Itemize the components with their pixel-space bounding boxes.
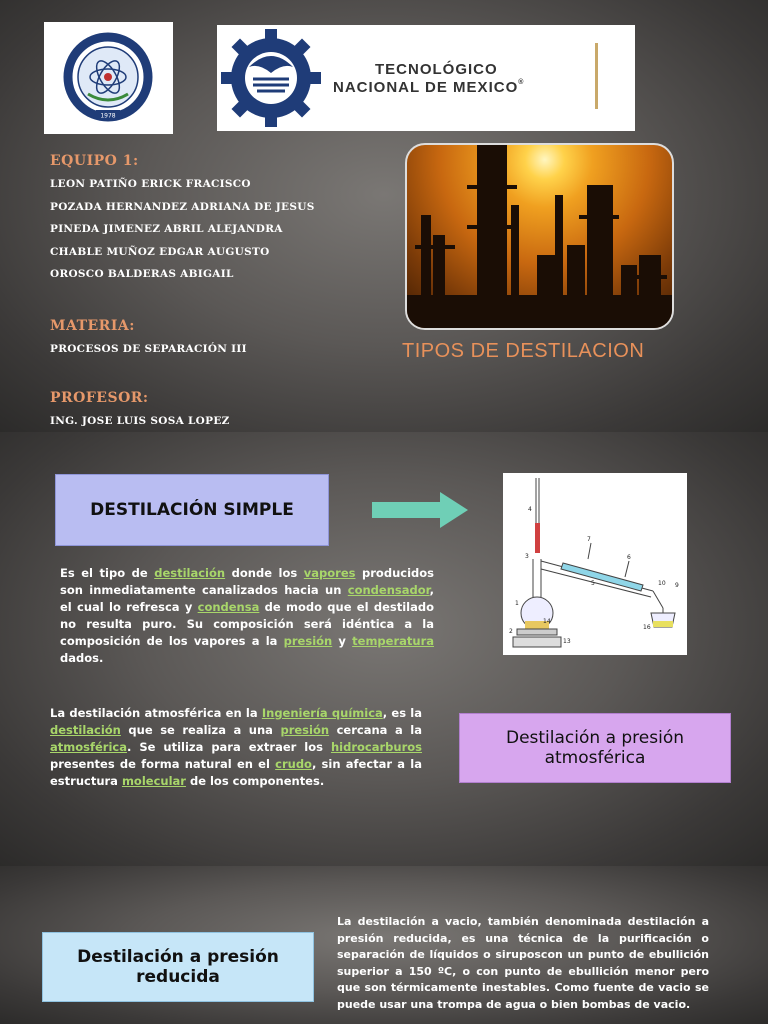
reduced-pressure-title: Destilación a presión reducida bbox=[77, 947, 279, 987]
link-crudo[interactable]: crudo bbox=[275, 757, 312, 771]
reduced-pressure-text: La destilación a vacio, también denominada destilación a presión reducida, es una técnica de la purificación o separación de líquidos o siruposcon un punto de ebullición superior a 150 ºC, o con punto de ebullición menor pero que son térmicamente inestables. Como fuente de vacio se puede usar una trompa de agua o bien bombas de vacio. bbox=[337, 915, 709, 1011]
diagram-label: 9 bbox=[675, 582, 679, 589]
text-run: de los componentes. bbox=[185, 774, 325, 788]
team-label: EQUIPO 1: bbox=[50, 153, 139, 169]
diagram-label: 1 bbox=[515, 600, 519, 607]
simple-distillation-title-box bbox=[55, 474, 329, 546]
title-slide bbox=[0, 0, 768, 432]
right-arrow-icon bbox=[372, 492, 468, 528]
link-destilacion[interactable]: destilación bbox=[50, 723, 121, 737]
institute-logo bbox=[44, 22, 173, 134]
link-temperatura[interactable]: temperatura bbox=[352, 634, 434, 648]
link-presion[interactable]: presión bbox=[283, 634, 333, 648]
diagram-label: 14 bbox=[543, 618, 551, 625]
teacher-value: ING. JOSE LUIS SOSA LOPEZ bbox=[50, 415, 230, 427]
simple-distillation-title: DESTILACIÓN SIMPLE bbox=[90, 500, 294, 520]
course-value: PROCESOS DE SEPARACIÓN III bbox=[50, 343, 247, 355]
diagram-label: 13 bbox=[563, 638, 571, 645]
text-run: , el cual lo refresca y bbox=[60, 583, 434, 614]
text-run: La destilación atmosférica en la bbox=[50, 706, 262, 720]
link-ingenieria-quimica[interactable]: Ingeniería química bbox=[261, 706, 383, 720]
team-member: PINEDA JIMENEZ ABRIL ALEJANDRA bbox=[50, 223, 283, 235]
atmospheric-distillation-title: Destilación a presión atmosférica bbox=[505, 728, 685, 768]
link-destilacion[interactable]: destilación bbox=[154, 566, 226, 580]
link-hidrocarburos[interactable]: hidrocarburos bbox=[330, 740, 422, 754]
diagram-label: 6 bbox=[627, 554, 631, 561]
simple-distillation-slide bbox=[0, 432, 768, 866]
gear-eagle-icon bbox=[219, 27, 324, 129]
reduced-pressure-title-box bbox=[42, 932, 314, 1002]
text-run: presentes de forma natural en el bbox=[50, 757, 276, 771]
main-title: TIPOS DE DESTILACION bbox=[402, 340, 645, 362]
diagram-label: 7 bbox=[587, 536, 591, 543]
refinery-sunset-image bbox=[405, 143, 674, 330]
institute-seal-icon bbox=[44, 22, 173, 134]
brand-divider bbox=[595, 43, 598, 109]
text-run: donde los bbox=[225, 566, 304, 580]
link-molecular[interactable]: molecular bbox=[121, 774, 186, 788]
team-member: POZADA HERNANDEZ ADRIANA DE JESUS bbox=[50, 200, 315, 213]
team-member: OROSCO BALDERAS ABIGAIL bbox=[50, 268, 234, 280]
diagram-label: 5 bbox=[591, 580, 595, 587]
text-run: . Se utiliza para extraer los bbox=[126, 740, 331, 754]
text-run: dados. bbox=[60, 651, 104, 665]
team-member: LEON PATIÑO ERICK FRACISCO bbox=[50, 178, 251, 190]
course-label: MATERIA: bbox=[50, 318, 135, 334]
tecnm-logo bbox=[217, 25, 635, 131]
link-atmosferica[interactable]: atmosférica bbox=[50, 740, 127, 754]
text-run: , sin afectar a la estructura bbox=[50, 757, 422, 788]
link-condensa[interactable]: condensa bbox=[197, 600, 260, 614]
text-run: y bbox=[332, 634, 353, 648]
refinery-silhouette-icon bbox=[407, 145, 672, 328]
diagram-label: 16 bbox=[643, 624, 651, 631]
brand-line-2: NACIONAL DE MEXICO® bbox=[333, 79, 525, 96]
atmospheric-distillation-text bbox=[50, 705, 422, 790]
link-condensador[interactable]: condensador bbox=[347, 583, 430, 597]
text-run: producidos son inmediatamente canalizados hacia un bbox=[60, 566, 434, 597]
distillation-apparatus-icon bbox=[503, 473, 687, 655]
brand-line-1: TECNOLÓGICO bbox=[375, 61, 498, 78]
team-member: CHABLE MUÑOZ EDGAR AUGUSTO bbox=[50, 245, 270, 258]
diagram-label: 4 bbox=[528, 506, 532, 513]
teacher-label: PROFESOR: bbox=[50, 390, 149, 406]
reduced-pressure-slide bbox=[0, 866, 768, 1024]
diagram-label: 3 bbox=[525, 553, 529, 560]
diagram-label: 10 bbox=[658, 580, 666, 587]
link-vapores[interactable]: vapores bbox=[303, 566, 356, 580]
text-run: Es el tipo de bbox=[60, 566, 155, 580]
text-run: de modo que el destilado no resulta puro. Su composición será idéntica a la composición de los vapores a la bbox=[60, 600, 434, 648]
text-run: que se realiza a una bbox=[120, 723, 281, 737]
team-members bbox=[50, 178, 315, 291]
text-run: , es la bbox=[382, 706, 422, 720]
diagram-label: 2 bbox=[509, 628, 513, 635]
seal-year: 1978 bbox=[100, 112, 116, 120]
text-run: cercana a la bbox=[329, 723, 422, 737]
atmospheric-distillation-title-box bbox=[459, 713, 731, 783]
distillation-apparatus-diagram bbox=[503, 473, 687, 655]
simple-distillation-text bbox=[60, 565, 434, 667]
link-presion[interactable]: presión bbox=[280, 723, 330, 737]
